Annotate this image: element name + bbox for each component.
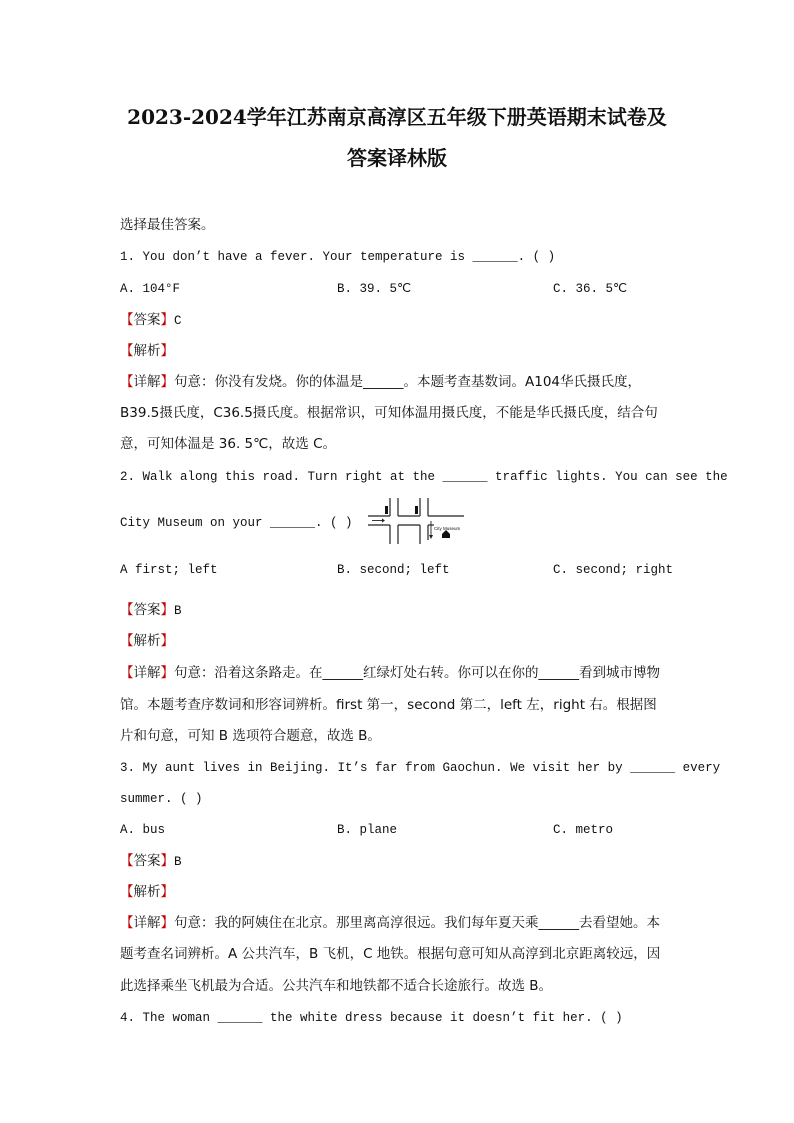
question-1-option-c: C. 36. 5℃: [553, 282, 628, 296]
section-heading: 选择最佳答案。: [120, 217, 215, 233]
question-3-option-a: A. bus: [120, 823, 166, 837]
map-museum-label: City Museum: [434, 526, 461, 531]
traffic-light-icon: [415, 506, 418, 514]
question-2-option-b: B. second; left: [337, 563, 450, 577]
question-2-stem-line-1: 2. Walk along this road. Turn right at the ______ traffic lights. You can see the: [120, 470, 728, 484]
document-title-line2: 答案译林版: [347, 146, 447, 170]
question-2-analysis-label: 【解析】: [120, 633, 174, 649]
detail-label: 【详解】: [120, 374, 174, 390]
street-map-illustration: [368, 498, 464, 544]
answer-label: 【答案】: [120, 312, 174, 328]
document-title-line1: 2023-2024学年江苏南京高淳区五年级下册英语期末试卷及: [127, 105, 667, 129]
museum-icon: [442, 530, 450, 538]
question-3-option-c: C. metro: [553, 823, 614, 837]
question-3-detail-line-1: 【详解】句意：我的阿姨住在北京。那里离高淳很远。我们每年夏天乘______去看望她。本: [120, 915, 660, 931]
question-3-detail-line-2: 题考查名词辨析。A 公共汽车，B 飞机，C 地铁。根据句意可知从高淳到北京距离较远，因: [120, 946, 661, 962]
question-1-analysis-label: 【解析】: [120, 343, 174, 359]
question-1-detail-line-3: 意，可知体温是 36. 5℃，故选 C。: [120, 436, 337, 452]
answer-label: 【答案】: [120, 602, 174, 618]
question-1-detail-line-1: 【详解】句意：你没有发烧。你的体温是______。本题考查基数词。A104华氏摄氏度，: [120, 374, 642, 390]
question-2-answer-row: [120, 601, 182, 620]
question-2-option-c: C. second; right: [553, 563, 674, 577]
question-3-answer-value: B: [174, 855, 182, 869]
question-1-answer-value: C: [174, 314, 182, 328]
question-3-answer-row: [120, 852, 182, 871]
question-1-stem: 1. You don’t have a fever. Your temperature is ______. ( ): [120, 250, 556, 264]
traffic-light-icon: [385, 506, 388, 514]
question-3-detail-line-3: 此选择乘坐飞机最为合适。公共汽车和地铁都不适合长途旅行。故选 B。: [120, 978, 553, 994]
arrow-head-icon: [382, 519, 385, 523]
question-3-option-b: B. plane: [337, 823, 398, 837]
question-3-analysis-label: 【解析】: [120, 884, 174, 900]
arrow-down-icon: [429, 535, 433, 539]
question-2-detail-line-2: 馆。本题考查序数词和形容词辨析。first 第一，second 第二，left 左，right 右。根据图: [120, 697, 657, 713]
question-1-option-b: B. 39. 5℃: [337, 282, 412, 296]
question-2-detail-line-3: 片和句意，可知 B 选项符合题意，故选 B。: [120, 728, 381, 744]
question-3-stem-line-2: summer. ( ): [120, 792, 203, 806]
detail-label: 【详解】: [120, 915, 174, 931]
question-1-answer-row: [120, 311, 182, 330]
question-1-detail-line-2: B39.5摄氏度，C36.5摄氏度。根据常识，可知体温用摄氏度，不能是华氏摄氏度，结合句: [120, 405, 658, 421]
question-2-option-a: A first; left: [120, 563, 218, 577]
answer-label: 【答案】: [120, 853, 174, 869]
question-4-stem: 4. The woman ______ the white dress because it doesn’t fit her. ( ): [120, 1011, 623, 1025]
question-1-option-a: A. 104°F: [120, 282, 181, 296]
question-2-answer-value: B: [174, 604, 182, 618]
question-2-detail-line-1: 【详解】句意：沿着这条路走。在______红绿灯处右转。你可以在你的______看到城市博物: [120, 665, 660, 681]
detail-label: 【详解】: [120, 665, 174, 681]
question-3-stem-line-1: 3. My aunt lives in Beijing. It’s far from Gaochun. We visit her by ______ every: [120, 761, 721, 775]
question-2-stem-line-2: City Museum on your ______. ( ): [120, 516, 353, 530]
